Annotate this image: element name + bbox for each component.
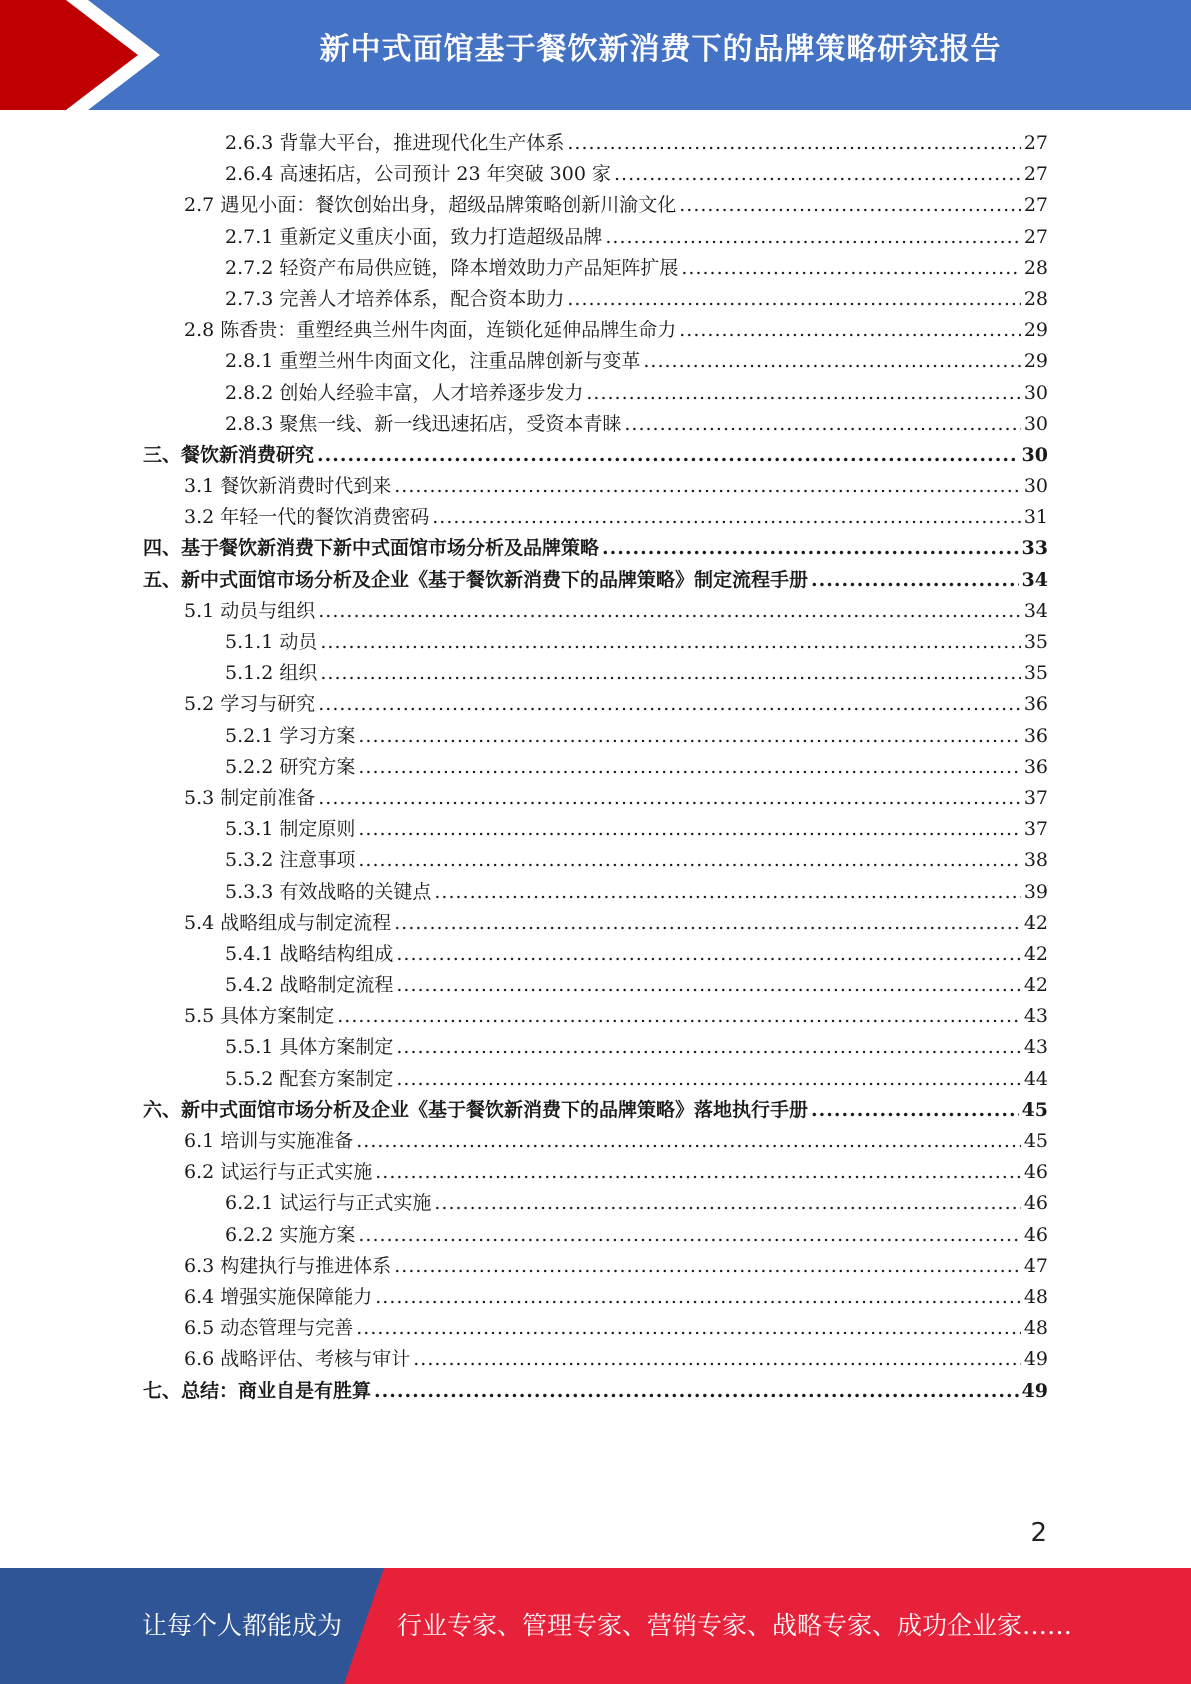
toc-dot-leader <box>643 350 1020 372</box>
toc-entry-page: 29 <box>1023 319 1048 342</box>
toc-entry-label: 5.5.1 具体方案制定 <box>225 1036 394 1059</box>
toc-entry[interactable] <box>143 658 1048 689</box>
toc-dot-leader <box>434 881 1020 903</box>
toc-entry-page: 29 <box>1023 350 1048 373</box>
header-title: 新中式面馆基于餐饮新消费下的品牌策略研究报告 <box>319 32 1002 67</box>
toc-entry[interactable] <box>143 315 1048 346</box>
toc-dot-leader <box>318 787 1021 809</box>
toc-entry-page: 35 <box>1023 631 1048 653</box>
toc-dot-leader <box>602 537 1019 559</box>
toc-entry-page: 27 <box>1023 163 1048 186</box>
footer-slogan-left: 让每个人都能成为 <box>142 1611 343 1640</box>
toc-entry-page: 45 <box>1023 1130 1048 1152</box>
toc-entry[interactable] <box>143 1251 1048 1282</box>
toc-entry[interactable] <box>143 128 1048 159</box>
toc-entry-label: 三、餐饮新消费研究 <box>143 443 315 466</box>
toc-entry-label: 2.8 陈香贵：重塑经典兰州牛肉面，连锁化延伸品牌生命力 <box>184 319 677 342</box>
toc-entry-page: 27 <box>1023 194 1048 217</box>
toc-entry-label: 6.4 增强实施保障能力 <box>184 1285 373 1308</box>
toc-dot-leader <box>318 693 1021 715</box>
toc-dot-leader <box>567 132 1020 154</box>
toc-dot-leader <box>356 1317 1021 1339</box>
toc-dot-leader <box>614 163 1021 185</box>
toc-entry[interactable] <box>143 440 1048 471</box>
toc-entry-page: 49 <box>1023 1348 1048 1371</box>
toc-entry-page: 38 <box>1023 849 1048 872</box>
toc-entry[interactable] <box>143 1188 1048 1219</box>
toc-entry-page: 27 <box>1023 225 1048 248</box>
toc-entry[interactable] <box>143 190 1048 221</box>
toc-entry-label: 6.3 构建执行与推进体系 <box>184 1254 392 1277</box>
toc-entry[interactable] <box>143 627 1048 658</box>
toc-entry-label: 2.6.3 背靠大平台，推进现代化生产体系 <box>225 132 565 154</box>
header-chevron-icon <box>0 0 160 110</box>
toc-entry[interactable] <box>143 565 1048 596</box>
page-footer <box>0 1568 1191 1684</box>
toc-entry-label: 5.2.2 研究方案 <box>225 755 356 778</box>
toc-entry[interactable] <box>143 970 1048 1001</box>
toc-entry[interactable] <box>143 253 1048 284</box>
toc-entry-page: 33 <box>1021 537 1048 560</box>
page-header <box>0 0 1191 110</box>
toc-entry-page: 43 <box>1023 1036 1048 1059</box>
toc-entry-label: 五、新中式面馆市场分析及企业《基于餐饮新消费下的品牌策略》制定流程手册 <box>143 568 809 591</box>
toc-entry-page: 47 <box>1023 1254 1048 1277</box>
toc-entry[interactable] <box>143 877 1048 908</box>
toc-entry-label: 5.1.1 动员 <box>225 631 318 653</box>
toc-entry-label: 2.7 遇见小面：餐饮创始出身，超级品牌策略创新川渝文化 <box>184 194 677 217</box>
toc-entry[interactable] <box>143 159 1048 190</box>
toc-entry-label: 5.4 战略组成与制定流程 <box>184 911 392 934</box>
toc-entry-label: 七、总结：商业自是有胜算 <box>143 1379 372 1402</box>
toc-entry[interactable] <box>143 814 1048 845</box>
toc-entry[interactable] <box>143 1220 1048 1251</box>
toc-entry-page: 46 <box>1023 1192 1048 1215</box>
toc-dot-leader <box>318 600 1021 622</box>
toc-dot-leader <box>432 506 1021 528</box>
toc-entry-label: 6.2.1 试运行与正式实施 <box>225 1192 432 1215</box>
toc-dot-leader <box>374 1380 1019 1402</box>
toc-dot-leader <box>320 662 1020 684</box>
toc-entry-label: 5.5.2 配套方案制定 <box>225 1067 394 1090</box>
toc-entry-page: 30 <box>1023 381 1048 404</box>
toc-entry[interactable] <box>143 1064 1048 1095</box>
toc-entry-page: 36 <box>1023 693 1048 716</box>
toc-entry-label: 6.2.2 实施方案 <box>225 1223 356 1246</box>
toc-entry-page: 34 <box>1021 568 1048 591</box>
toc-dot-leader <box>679 319 1021 341</box>
toc-entry[interactable] <box>143 721 1048 752</box>
toc-entry[interactable] <box>143 1126 1048 1157</box>
toc-entry-label: 5.1.2 组织 <box>225 662 318 685</box>
toc-entry[interactable] <box>143 908 1048 939</box>
toc-entry-page: 46 <box>1023 1223 1048 1246</box>
toc-entry-page: 49 <box>1021 1379 1048 1402</box>
toc-entry-label: 5.3.3 有效战略的关键点 <box>225 880 432 903</box>
toc-dot-leader <box>811 1099 1019 1121</box>
toc-entry-page: 31 <box>1023 506 1048 529</box>
toc-entry[interactable] <box>143 284 1048 315</box>
toc-dot-leader <box>358 1224 1020 1246</box>
footer-slogan-right: 行业专家、管理专家、营销专家、战略专家、成功企业家…… <box>397 1611 1073 1640</box>
toc-entry[interactable] <box>143 346 1048 377</box>
page-number: 2 <box>1030 1518 1047 1548</box>
toc-entry-page: 34 <box>1023 599 1048 622</box>
toc-entry-label: 6.6 战略评估、考核与审计 <box>184 1348 411 1371</box>
toc-entry-page: 37 <box>1023 786 1048 809</box>
toc-entry-label: 5.3 制定前准备 <box>184 786 316 809</box>
toc-dot-leader <box>396 1036 1020 1058</box>
toc-entry-page: 35 <box>1023 662 1048 685</box>
toc-entry-page: 30 <box>1021 443 1048 466</box>
toc-entry-page: 27 <box>1023 132 1048 154</box>
toc-entry[interactable] <box>143 1376 1048 1407</box>
toc-entry-page: 48 <box>1023 1285 1048 1308</box>
toc-entry-label: 5.4.1 战略结构组成 <box>225 942 394 965</box>
toc-dot-leader <box>605 226 1020 248</box>
toc-entry-page: 45 <box>1021 1098 1048 1121</box>
toc-dot-leader <box>434 1192 1020 1214</box>
toc-entry[interactable] <box>143 1282 1048 1313</box>
toc-entry-label: 5.2.1 学习方案 <box>225 724 356 747</box>
toc-entry[interactable] <box>143 1001 1048 1032</box>
toc-entry-label: 5.3.2 注意事项 <box>225 849 356 872</box>
toc-entry-page: 37 <box>1023 818 1048 841</box>
toc-dot-leader <box>358 849 1020 871</box>
toc-dot-leader <box>337 1005 1021 1027</box>
toc-entry[interactable] <box>143 533 1048 564</box>
toc-entry-label: 6.5 动态管理与完善 <box>184 1317 354 1340</box>
toc-entry-page: 42 <box>1023 974 1048 997</box>
toc-dot-leader <box>375 1286 1021 1308</box>
toc-dot-leader <box>320 631 1020 653</box>
toc-entry[interactable] <box>143 596 1048 627</box>
toc-entry[interactable] <box>143 752 1048 783</box>
toc-entry-page: 48 <box>1023 1317 1048 1340</box>
toc-entry-label: 6.1 培训与实施准备 <box>184 1130 354 1152</box>
toc-dot-leader <box>811 569 1019 591</box>
toc-entry[interactable] <box>143 1157 1048 1188</box>
toc-dot-leader <box>356 1130 1021 1152</box>
toc-entry[interactable] <box>143 502 1048 533</box>
toc-entry-label: 5.2 学习与研究 <box>184 693 316 716</box>
toc-dot-leader <box>358 818 1020 840</box>
toc-entry[interactable] <box>143 471 1048 502</box>
toc-dot-leader <box>679 194 1021 216</box>
toc-entry-page: 28 <box>1023 256 1048 279</box>
toc-entry-page: 44 <box>1023 1067 1048 1090</box>
toc-dot-leader <box>358 756 1020 778</box>
toc-dot-leader <box>358 725 1020 747</box>
toc-entry-label: 5.1 动员与组织 <box>184 599 316 622</box>
toc-entry-page: 42 <box>1023 911 1048 934</box>
toc-dot-leader <box>317 444 1019 466</box>
table-of-contents <box>143 128 1048 1407</box>
toc-entry-page: 46 <box>1023 1161 1048 1184</box>
toc-entry-label: 2.8.3 聚焦一线、新一线迅速拓店，受资本青睐 <box>225 412 622 435</box>
toc-entry-page: 36 <box>1023 724 1048 747</box>
toc-entry-label: 2.6.4 高速拓店，公司预计 23 年突破 300 家 <box>225 163 611 186</box>
toc-dot-leader <box>586 382 1020 404</box>
toc-dot-leader <box>396 1068 1020 1090</box>
toc-entry-label: 5.3.1 制定原则 <box>225 818 356 841</box>
toc-entry[interactable] <box>143 1344 1048 1375</box>
toc-entry-label: 5.4.2 战略制定流程 <box>225 974 394 997</box>
toc-dot-leader <box>394 1255 1021 1277</box>
toc-dot-leader <box>624 413 1020 435</box>
toc-entry[interactable] <box>143 378 1048 409</box>
toc-entry[interactable] <box>143 783 1048 814</box>
toc-entry[interactable] <box>143 939 1048 970</box>
toc-dot-leader <box>375 1161 1021 1183</box>
toc-dot-leader <box>413 1348 1021 1370</box>
toc-entry-label: 2.8.1 重塑兰州牛肉面文化，注重品牌创新与变革 <box>225 350 641 373</box>
toc-entry-label: 2.8.2 创始人经验丰富，人才培养逐步发力 <box>225 381 584 404</box>
toc-entry-page: 36 <box>1023 755 1048 778</box>
toc-entry-label: 3.2 年轻一代的餐饮消费密码 <box>184 506 430 529</box>
toc-entry-page: 42 <box>1023 942 1048 965</box>
toc-entry-label: 5.5 具体方案制定 <box>184 1005 335 1028</box>
toc-entry-label: 6.2 试运行与正式实施 <box>184 1161 373 1184</box>
toc-entry-page: 28 <box>1023 287 1048 310</box>
toc-entry[interactable] <box>143 1032 1048 1063</box>
toc-entry[interactable] <box>143 1313 1048 1344</box>
toc-entry-label: 2.7.1 重新定义重庆小面，致力打造超级品牌 <box>225 225 603 248</box>
toc-entry[interactable] <box>143 1095 1048 1126</box>
toc-entry-page: 39 <box>1023 880 1048 903</box>
toc-entry-label: 3.1 餐饮新消费时代到来 <box>184 475 392 498</box>
toc-entry-page: 30 <box>1023 412 1048 435</box>
toc-entry-label: 六、新中式面馆市场分析及企业《基于餐饮新消费下的品牌策略》落地执行手册 <box>143 1098 809 1121</box>
toc-dot-leader <box>394 475 1021 497</box>
toc-entry[interactable] <box>143 689 1048 720</box>
toc-dot-leader <box>396 943 1020 965</box>
toc-entry-page: 30 <box>1023 475 1048 498</box>
toc-dot-leader <box>681 257 1020 279</box>
toc-entry-label: 2.7.2 轻资产布局供应链，降本增效助力产品矩阵扩展 <box>225 256 679 279</box>
toc-entry-label: 2.7.3 完善人才培养体系，配合资本助力 <box>225 287 565 310</box>
toc-entry[interactable] <box>143 222 1048 253</box>
toc-entry[interactable] <box>143 409 1048 440</box>
toc-dot-leader <box>394 912 1021 934</box>
toc-entry[interactable] <box>143 845 1048 876</box>
toc-dot-leader <box>567 288 1020 310</box>
toc-entry-label: 四、基于餐饮新消费下新中式面馆市场分析及品牌策略 <box>143 537 600 560</box>
toc-entry-page: 43 <box>1023 1005 1048 1028</box>
toc-dot-leader <box>396 974 1020 996</box>
